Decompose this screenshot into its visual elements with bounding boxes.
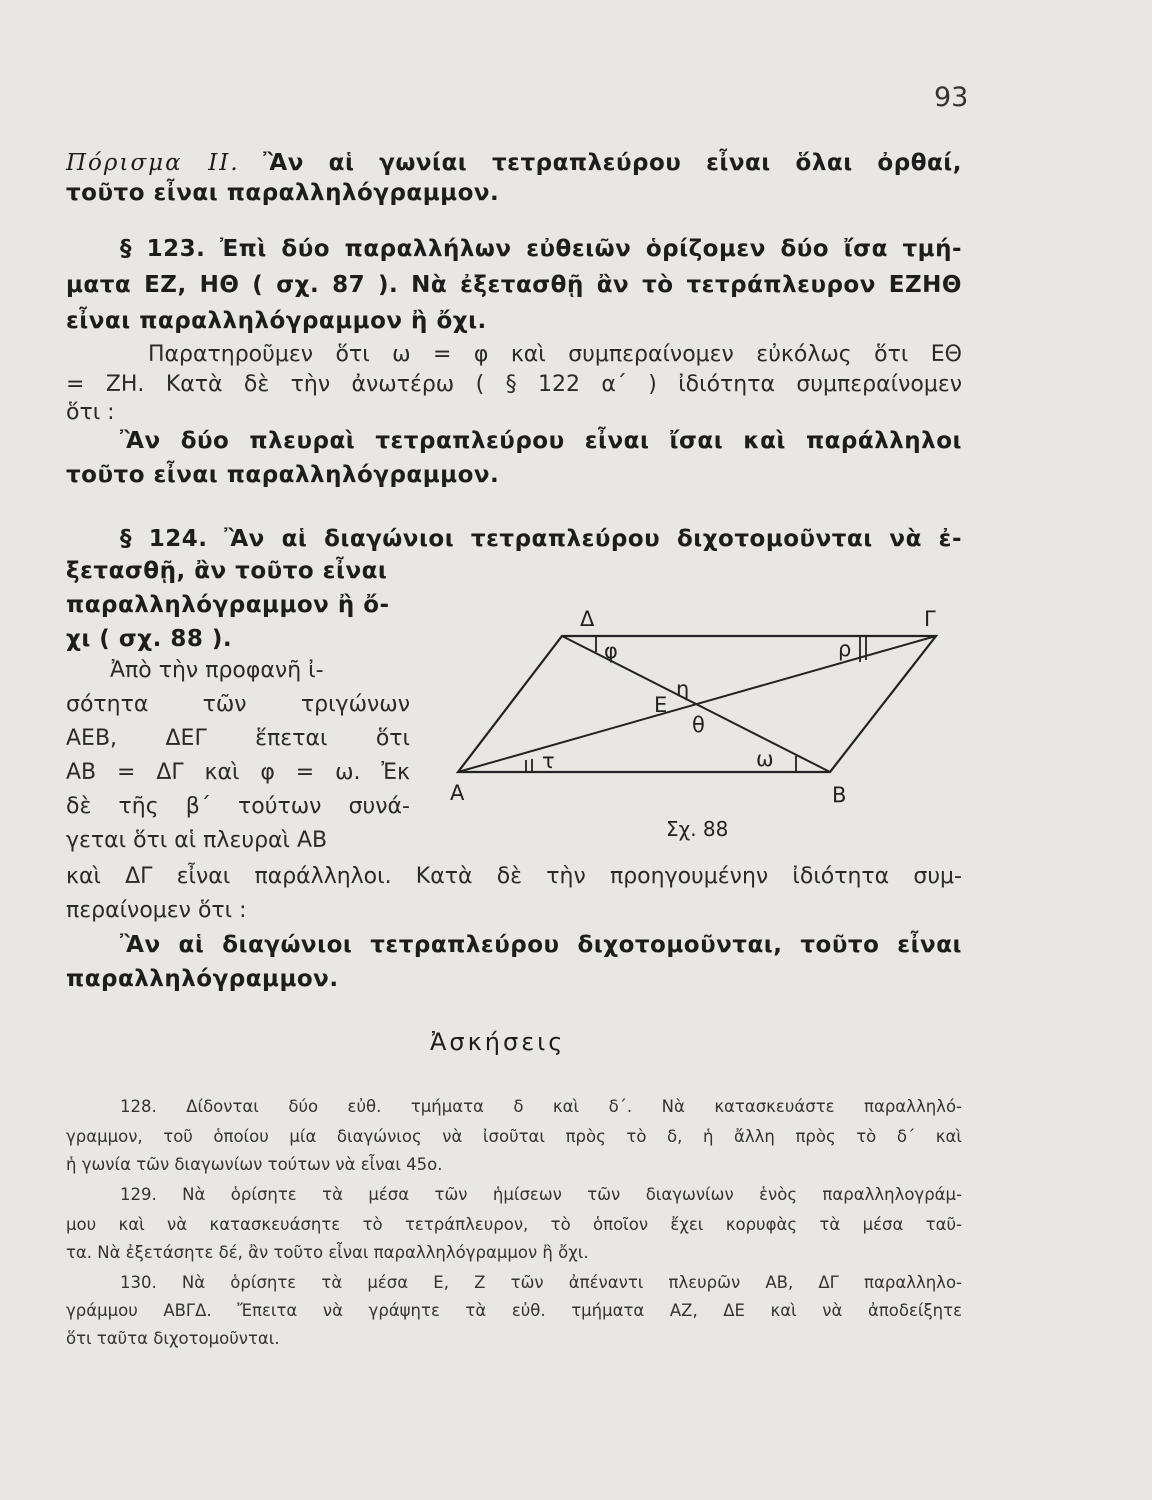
s123-line-1: § 123. Ἐπὶ δύο παραλλήλων εὐθειῶν ὁρίζομεν δύο ἴσα τμή- — [120, 236, 962, 262]
label-theta: θ — [692, 713, 705, 737]
label-tau: τ — [542, 749, 555, 773]
s124-line-5: Ἀπὸ τὴν προφανῆ ἰ- — [110, 658, 324, 683]
s123-line-3: εἶναι παραλληλόγραμμον ἢ ὄχι. — [66, 308, 487, 334]
porisma-title: Πόρισμα ΙΙ. — [66, 150, 240, 176]
parallelogram-figure — [450, 604, 950, 844]
s124-line-11: καὶ ΔΓ εἶναι παράλληλοι. Κατὰ δὲ τὴν προηγουμένην ἰδιότητα συμ- — [66, 864, 962, 889]
s124-line-3: παραλληλόγραμμον ἢ ὄ- — [66, 592, 390, 618]
s124-line-13: Ἂν αἱ διαγώνιοι τετραπλεύρου διχοτομοῦνται, τοῦτο εἶναι — [120, 932, 962, 958]
diagonal-db — [562, 636, 830, 772]
s124-line-14: παραλληλόγραμμον. — [66, 966, 339, 992]
s123-line-8: τοῦτο εἶναι παραλληλόγραμμον. — [66, 462, 500, 488]
label-a: Α — [450, 781, 465, 805]
s124-line-12: περαίνομεν ὅτι : — [66, 898, 247, 923]
s123-line-6: ὅτι : — [66, 400, 115, 425]
s123-line-4: Παρατηροῦμεν ὅτι ω = φ καὶ συμπεραίνομεν εὐκόλως ὅτι ΕΘ — [148, 342, 962, 367]
s123-line-5: = ΖΗ. Κατὰ δὲ τὴν ἀνωτέρω ( § 122 α΄ ) ἰδιότητα συμπεραίνομεν — [66, 372, 962, 397]
label-b: Β — [832, 783, 847, 807]
label-eta: η — [676, 677, 690, 701]
label-d: Δ — [580, 607, 595, 631]
label-omega: ω — [756, 747, 774, 771]
exercises-heading: Ἀσκήσεις — [430, 1028, 566, 1056]
page-number: 93 — [934, 82, 969, 113]
figure-caption: Σχ. 88 — [666, 817, 729, 841]
ex128-line-2: γραμμον, τοῦ ὁποίου μία διαγώνιος νὰ ἰσοῦται πρὸς τὸ δ, ἡ ἄλλη πρὸς τὸ δ΄ καὶ — [66, 1127, 962, 1146]
porisma-text-1: Ἂν αἱ γωνίαι τετραπλεύρου εἶναι ὅλαι ὀρθαί, — [263, 150, 962, 176]
s123-line-7: Ἂν δύο πλευραὶ τετραπλεύρου εἶναι ἴσαι καὶ παράλληλοι — [120, 428, 962, 454]
s124-line-4 — [66, 624, 232, 654]
ex128-line-3: ἡ γωνία τῶν διαγωνίων τούτων νὰ εἶναι 45ο. — [66, 1155, 443, 1174]
ex129-line-3: τα. Νὰ ἐξετάσητε δέ, ἂν τοῦτο εἶναι παραλληλόγραμμον ἢ ὄχι. — [66, 1243, 589, 1262]
s124-line-10: γεται ὅτι αἱ πλευραὶ ΑΒ — [66, 828, 328, 853]
s124-text-4: χι ( σχ. 88 ). — [66, 626, 233, 652]
label-rho: ρ — [838, 637, 852, 661]
s124-line-1: § 124. Ἂν αἱ διαγώνιοι τετραπλεύρου διχοτομοῦνται νὰ ἐ- — [120, 526, 962, 552]
s124-line-9: δὲ τῆς β΄ τούτων συνά- — [66, 794, 410, 819]
porisma-line-2: τοῦτο εἶναι παραλληλόγραμμον. — [66, 180, 500, 206]
label-e: Ε — [654, 693, 668, 717]
label-g: Γ — [924, 607, 936, 631]
s124-line-8: ΑΒ = ΔΓ καὶ φ = ω. Ἐκ — [66, 760, 410, 785]
ex129-line-2: μου καὶ νὰ κατασκευάσητε τὸ τετράπλευρον, τὸ ὁποῖον ἔχει κορυφὰς τὰ μέσα ταῦ- — [66, 1215, 962, 1234]
label-phi: φ — [604, 639, 618, 663]
ex130-line-2: γράμμου ΑΒΓΔ. Ἔπειτα νὰ γράψητε τὰ εὐθ. τμήματα ΑΖ, ΔΕ καὶ νὰ ἀποδείξητε — [66, 1301, 962, 1320]
porisma-line-1 — [66, 148, 962, 178]
s123-line-2: ματα ΕΖ, ΗΘ ( σχ. 87 ). Νὰ ἐξετασθῇ ἂν τὸ τετράπλευρον ΕΖΗΘ — [66, 272, 962, 298]
ex130-line-3: ὅτι ταῦτα διχοτομοῦνται. — [66, 1329, 280, 1348]
s124-line-6: σότητα τῶν τριγώνων — [66, 692, 410, 717]
s124-line-2: ξετασθῇ, ἂν τοῦτο εἶναι — [66, 558, 388, 584]
ex128-line-1: 128. Δίδονται δύο εὐθ. τμήματα δ καὶ δ΄. Νὰ κατασκευάστε παραλληλό- — [120, 1097, 962, 1116]
ex129-line-1: 129. Νὰ ὁρίσητε τὰ μέσα τῶν ἡμίσεων τῶν διαγωνίων ἑνὸς παραλληλογράμ- — [120, 1185, 962, 1204]
ex130-line-1: 130. Νὰ ὁρίσητε τὰ μέσα Ε, Ζ τῶν ἀπέναντι πλευρῶν ΑΒ, ΔΓ παραλληλο- — [120, 1273, 962, 1292]
s124-line-7: ΑΕΒ, ΔΕΓ ἕπεται ὅτι — [66, 726, 410, 751]
